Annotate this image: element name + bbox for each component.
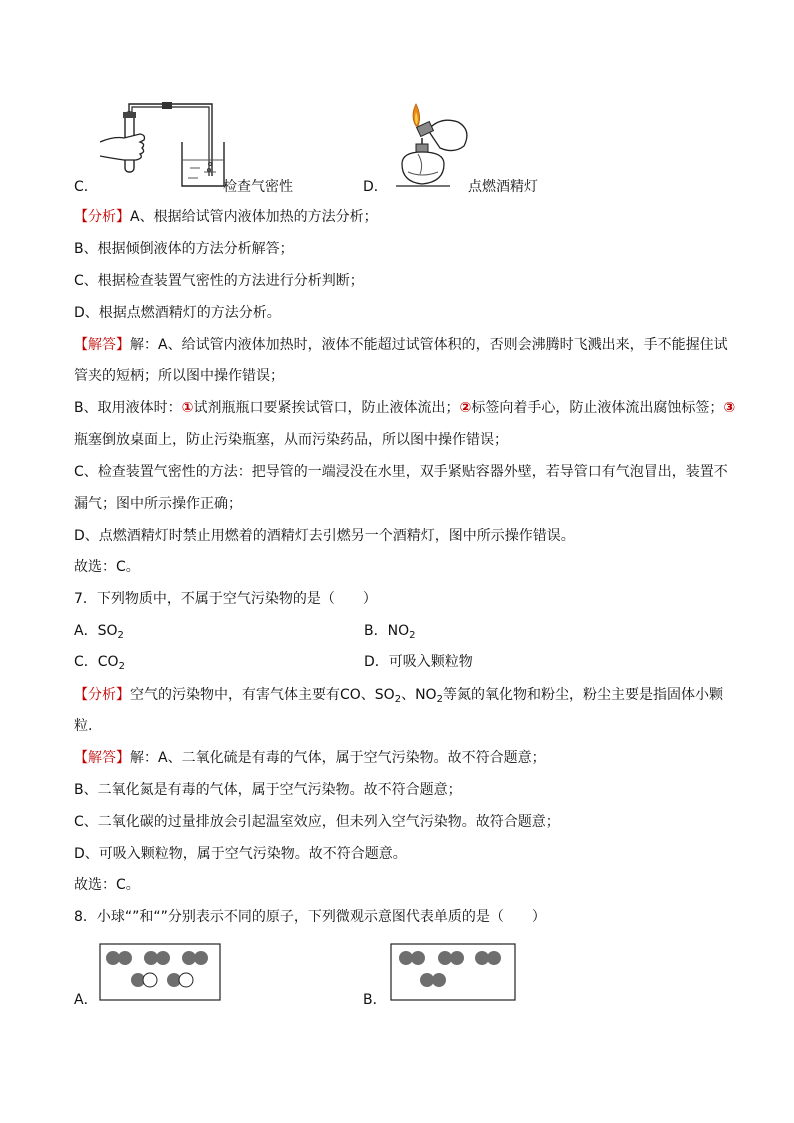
- option-letter: D．: [364, 654, 389, 670]
- subscript: 2: [394, 694, 402, 705]
- q8-option-a-letter: A．: [74, 992, 98, 1008]
- q6-option-d-letter: D．: [363, 179, 388, 195]
- circled-number-2: ②: [459, 400, 472, 416]
- q7-option-b: [364, 621, 415, 641]
- analysis-tag: 【分析】: [74, 687, 130, 703]
- molecule-diagram-a: [99, 943, 221, 1001]
- q7-solution-a: [74, 748, 546, 768]
- q7-option-d: [364, 652, 473, 672]
- analysis-text: 、NO: [401, 687, 437, 703]
- q8-option-a-diagram: [99, 943, 221, 1001]
- q6-analysis-a: [74, 207, 378, 227]
- q6-analysis-b: B、根据倾倒液体的方法分析解答；: [74, 241, 294, 257]
- q6-analysis-d: D、根据点燃酒精灯的方法分析。: [74, 305, 281, 321]
- subscript: 2: [118, 661, 125, 672]
- q7-answer: 故选：C。: [74, 877, 140, 893]
- q6-option-c-letter: C．: [74, 179, 98, 195]
- q6-solution-b1: [74, 398, 735, 418]
- analysis-text: 等氮的氧化物和粉尘，粉尘主要是指固体小颗: [442, 687, 723, 703]
- solution-tag: 【解答】: [74, 750, 130, 766]
- subscript: 2: [436, 694, 443, 705]
- q6-solution-d: D、点燃酒精灯时禁止用燃着的酒精灯去引燃另一个酒精灯，图中所示操作错误。: [74, 528, 575, 544]
- q7-solution-b: B、二氧化氮是有毒的气体，属于空气污染物。故不符合题意；: [74, 782, 462, 798]
- solution-text: 解：A、二氧化硫是有毒的气体，属于空气污染物。故不符合题意；: [130, 750, 546, 766]
- q6-option-c-figure: [100, 98, 230, 190]
- q7-analysis-2: 粒.: [74, 718, 93, 734]
- q7-solution-d: D、可吸入颗粒物，属于空气污染物。故不符合题意。: [74, 846, 407, 862]
- solution-tag: 【解答】: [74, 337, 130, 353]
- molecule-diagram-b: [390, 943, 516, 1001]
- q7-solution-c: C、二氧化碳的过量排放会引起温室效应，但未列入空气污染物。故符合题意；: [74, 814, 560, 830]
- q6-answer: 故选：C。: [74, 559, 140, 575]
- formula: SO: [97, 623, 118, 639]
- option-letter: C．: [74, 654, 98, 670]
- solution-text: 试剂瓶瓶口要紧挨试管口，防止液体流出；: [193, 400, 460, 416]
- q6-solution-c1: C、检查装置气密性的方法：把导管的一端浸没在水里，双手紧贴容器外壁，若导管口有气泡冒出，装置不: [74, 464, 728, 480]
- q8-stem: 8．小球“”和“”分别表示不同的原子，下列微观示意图代表单质的是（ ）: [74, 909, 546, 925]
- circled-number-3: ③: [723, 400, 736, 416]
- q7-option-c: [74, 652, 125, 672]
- q7-option-a: [74, 621, 124, 641]
- q6-option-d-figure: [388, 102, 478, 190]
- solution-text: 解：A、给试管内液体加热时，液体不能超过试管体积的，否则会沸腾时飞溅出来，手不能握住试: [130, 337, 728, 353]
- option-letter: A．: [74, 623, 98, 639]
- q7-stem: 7．下列物质中，不属于空气污染物的是（ ）: [74, 591, 377, 607]
- circled-number-1: ①: [181, 400, 194, 416]
- q6-option-d-caption: 点燃酒精灯: [468, 179, 538, 195]
- q6-analysis-c: C、根据检查装置气密性的方法进行分析判断；: [74, 273, 364, 289]
- subscript: 2: [117, 630, 124, 641]
- analysis-text: A、根据给试管内液体加热的方法分析；: [130, 209, 378, 225]
- q6-solution-c2: 漏气；图中所示操作正确；: [74, 496, 242, 512]
- formula: NO: [387, 623, 410, 639]
- solution-text: 标签向着手心，防止液体流出腐蚀标签；: [471, 400, 724, 416]
- alcohol-lamp-illustration: [388, 102, 478, 190]
- airtightness-check-illustration: [100, 98, 230, 190]
- q6-solution-a2: 管夹的短柄；所以图中操作错误；: [74, 368, 284, 384]
- solution-text: B、取用液体时：: [74, 400, 182, 416]
- option-letter: B．: [364, 623, 388, 639]
- q7-analysis-1: [74, 685, 723, 705]
- q8-option-b-diagram: [390, 943, 516, 1001]
- formula: CO: [97, 654, 119, 670]
- q6-solution-a1: [74, 335, 728, 355]
- option-text: 可吸入颗粒物: [388, 654, 473, 670]
- q6-solution-b2: 瓶塞倒放桌面上，防止污染瓶塞，从而污染药品，所以图中操作错误；: [74, 432, 508, 448]
- q8-option-b-letter: B．: [363, 992, 387, 1008]
- q6-option-c-caption: 检查气密性: [223, 179, 293, 195]
- subscript: 2: [409, 630, 416, 641]
- analysis-text: 空气的污染物中，有害气体主要有CO、SO: [130, 687, 395, 703]
- analysis-tag: 【分析】: [74, 209, 130, 225]
